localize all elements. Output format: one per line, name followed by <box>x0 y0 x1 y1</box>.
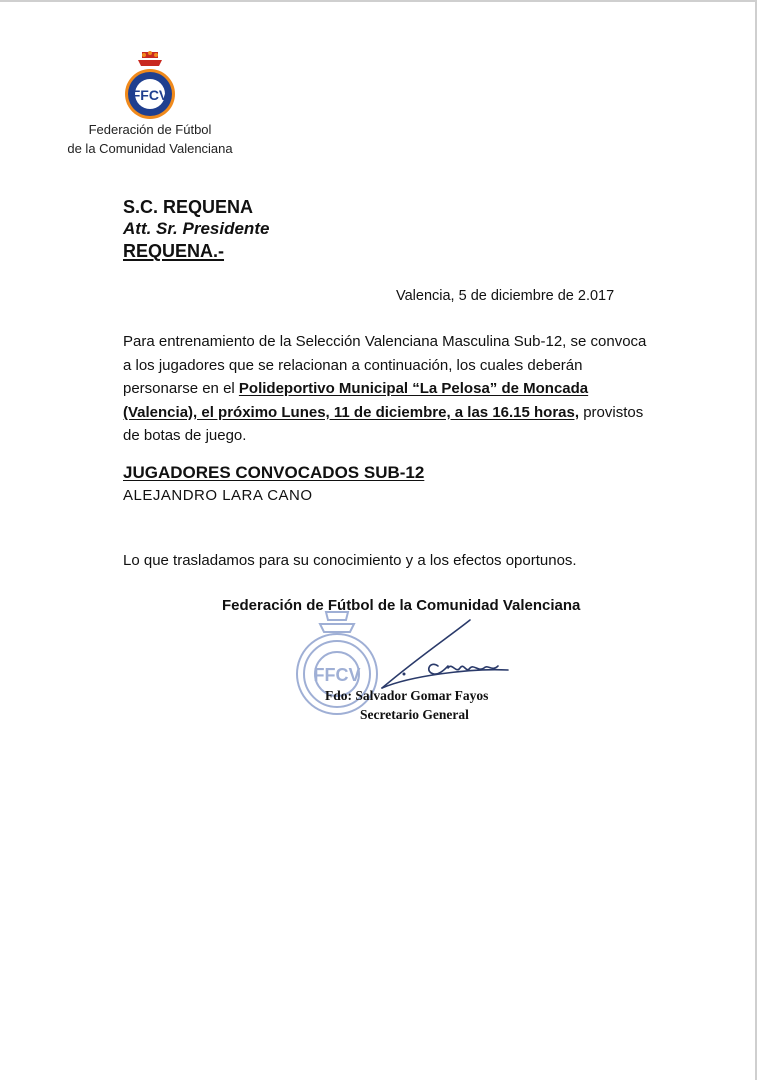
svg-text:FFCV: FFCV <box>131 87 169 103</box>
crown-icon <box>138 51 162 66</box>
signature-org: Federación de Fútbol de la Comunidad Valenciana <box>222 597 581 614</box>
org-header-line1: Federación de Fútbol <box>88 122 212 137</box>
addressee-block <box>123 196 269 262</box>
addressee-name: S.C. REQUENA <box>123 197 254 217</box>
org-header <box>40 120 260 158</box>
addressee-city: REQUENA.- <box>123 241 225 261</box>
signer-title: Secretario General <box>360 707 469 722</box>
org-header-line2: de la Comunidad Valenciana <box>67 141 233 156</box>
page-border-top <box>0 0 757 2</box>
svg-text:FFCV: FFCV <box>313 665 361 685</box>
signer-name: Fdo: Salvador Gomar Fayos <box>325 688 489 703</box>
letter-date: Valencia, 5 de diciembre de 2.017 <box>396 288 615 304</box>
letter-body <box>123 330 653 448</box>
ffcv-crest-icon <box>118 50 182 120</box>
body-highlight: Polideportivo Municipal “La Pelosa” de Moncada (Valencia), el próximo Lunes, 11 de diciembre, a las 16.15 horas, <box>123 380 589 421</box>
addressee-attention: Att. Sr. Presidente <box>123 219 270 238</box>
players-title: JUGADORES CONVOCADOS SUB-12 <box>123 463 425 482</box>
addressee-city-wrap <box>123 240 269 262</box>
handwritten-signature-icon <box>360 616 510 696</box>
player-item: ALEJANDRO LARA CANO <box>123 487 313 504</box>
body-part2: provistos de botas de juego. <box>123 403 644 444</box>
body-part1: Para entrenamiento de la Selección Valenciana Masculina Sub-12, se convoca a los jugadores que se relacionan a continuación, los cuales deberán personarse en el <box>123 333 647 397</box>
closing-text: Lo que trasladamos para su conocimiento y a los efectos oportunos. <box>123 552 577 569</box>
